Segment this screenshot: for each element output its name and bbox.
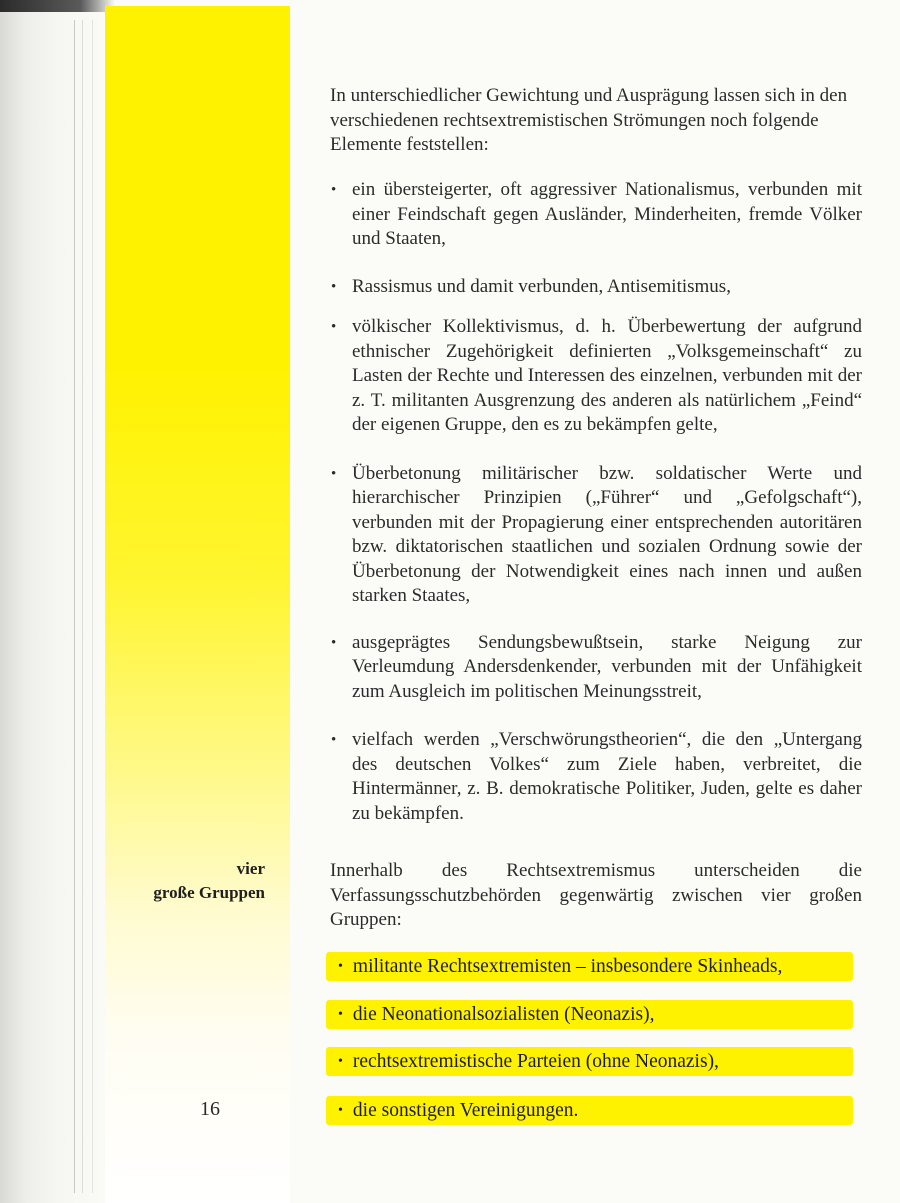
binding-line [74,20,75,1193]
bullet-icon: • [331,732,337,748]
bullet-icon: • [331,319,337,335]
group-highlight-bar [326,952,853,981]
scan-edge [0,0,115,12]
bullet-icon: • [331,634,337,651]
group-highlight-bar [326,1000,853,1029]
yellow-margin-strip [105,6,290,1203]
group-label: die Neonationalsozialisten (Neonazis), [352,1004,655,1025]
list-item [330,728,862,826]
element-list [330,178,862,826]
margin-note [153,857,265,905]
group-highlight-bar [326,1096,853,1125]
bullet-icon: • [331,182,337,198]
binding-line [92,20,93,1193]
margin-note-line: große Gruppen [153,883,265,902]
page-number: 16 [200,1098,220,1120]
list-item-text: ein übersteigerter, oft aggressiver Nationalismus, verbunden mit einer Feindschaft gegen Ausländer, Minderheiten, fremde Völker und Staaten, [352,179,862,249]
list-item-text: Überbetonung militärischer bzw. soldatischer Werte und hierarchischer Prinzipien („Führer“ und „Gefolgschaft“), verbunden mit der Propagierung einer entsprechenden autoritären bzw. diktatorischen staatlichen und sozialen Ordnung sowie der Überbetonung der Notwendigkeit eines nach innen und außen starken Staates, [352,462,862,606]
margin-note-line: vier [236,859,265,878]
group-label: militante Rechtsextremisten – insbesondere Skinheads, [352,956,783,977]
bullet-icon: • [338,1054,343,1069]
group-highlight-bar [326,1047,853,1076]
list-item-text: Rassismus und damit verbunden, Antisemitismus, [352,275,731,297]
intro-paragraph: In unterschiedlicher Gewichtung und Ausprägung lassen sich in den verschiedenen rechtsextremistischen Strömungen noch folgende Elemente feststellen: [330,85,848,155]
bullet-icon: • [338,1007,343,1022]
groups-intro-paragraph: Innerhalb des Rechtsextremismus unterscheiden die Verfassungsschutzbehörden gegenwärtig zwischen vier großen Gruppen: [330,860,862,930]
binding-line [82,20,83,1193]
binding-shadow [0,0,105,1203]
bullet-icon: • [331,465,337,482]
list-item [330,462,862,609]
list-item-text: ausgeprägtes Sendungsbewußtsein, starke Neigung zur Verleumdung Andersdenkender, verbunden mit der Unfähigkeit zum Ausgleich im politischen Meinungsstreit, [352,631,862,702]
bullet-icon: • [338,959,343,974]
group-label: die sonstigen Vereinigungen. [352,1100,579,1121]
list-item [330,178,862,252]
list-item [330,631,862,705]
list-item [330,315,862,438]
group-label: rechtsextremistische Parteien (ohne Neonazis), [352,1051,719,1072]
bullet-icon: • [331,278,337,295]
bullet-icon: • [338,1103,343,1118]
list-item-text: vielfach werden „Verschwörungstheorien“, die den „Untergang des deutschen Volkes“ zum Ziele haben, verbreitet, die Hintermänner, z. B. demokratische Politiker, Juden, gelte es daher zu bekämpfen. [352,729,862,824]
list-item-text: völkischer Kollektivismus, d. h. Überbewertung der aufgrund ethnischer Zugehörigkeit definierten „Volksgemeinschaft“ zu Lasten der Rechte und Interessen des einzelnen, verbunden mit der z. T. militanten Ausgrenzung des anderen als natürlichem „Feind“ der eigenen Gruppe, den es zu bekämpfen gelte, [352,316,862,435]
list-item [330,275,862,300]
